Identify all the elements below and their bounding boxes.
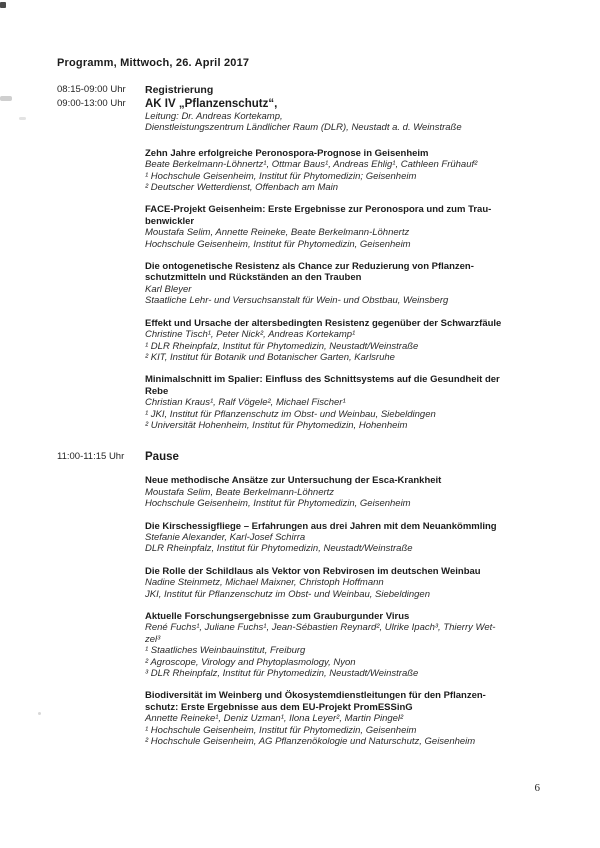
talk-item: [57, 611, 544, 679]
talk-title: Neue methodische Ansätze zur Untersuchung der Esca-Krankheit: [145, 475, 442, 487]
talk-affiliation: ¹ DLR Rheinpfalz, Institut für Phytomedizin, Neustadt/Weinstraße: [145, 340, 419, 352]
talk-affiliation: ² Hochschule Geisenheim, AG Pflanzenökologie und Naturschutz, Geisenheim: [145, 736, 476, 748]
talk-affiliation: ² KIT, Institut für Botanik und Botanischer Garten, Karlsruhe: [145, 351, 395, 363]
talk-authors: René Fuchs¹, Juliane Fuchs¹, Jean-Sébastien Reynard², Ulrike Ipach³, Thierry Wet-: [145, 622, 496, 634]
talk-item: [57, 374, 544, 431]
talk-title-line2: Rebe: [145, 385, 169, 397]
talk-affiliation: ¹ Hochschule Geisenheim, Institut für Phytomedizin; Geisenheim: [145, 170, 417, 182]
scan-artifact: [38, 712, 41, 715]
talk-affiliation: ² Agroscope, Virology and Phytoplasmology, Nyon: [145, 656, 356, 668]
talk-affiliation: Hochschule Geisenheim, Institut für Phytomedizin, Geisenheim: [145, 238, 411, 250]
session-leader-organization: Dienstleistungszentrum Ländlicher Raum (DLR), Neustadt a. d. Weinstraße: [145, 122, 462, 134]
session-leader: Leitung: Dr. Andreas Kortekamp,: [145, 111, 283, 122]
pause-label: Pause: [145, 451, 179, 464]
talk-title: Aktuelle Forschungsergebnisse zum Grauburgunder Virus: [145, 611, 410, 622]
time-range-registration: 08:15-09:00 Uhr: [57, 84, 126, 95]
talk-title-line2: schutzmitteln und Rückständen an den Trauben: [145, 272, 362, 284]
talk-item: [57, 566, 544, 600]
talk-affiliation: ¹ JKI, Institut für Pflanzenschutz im Obst- und Weinbau, Siebeldingen: [145, 408, 436, 420]
talk-affiliation: DLR Rheinpfalz, Institut für Phytomedizin, Neustadt/Weinstraße: [145, 543, 413, 555]
scan-artifact: [0, 2, 6, 8]
page-content: [57, 57, 544, 747]
time-column: [57, 83, 145, 111]
talk-authors: Annette Reineke¹, Deniz Uzman¹, Ilona Leyer², Martin Pingel²: [145, 713, 404, 725]
session-label-registration: Registrierung: [145, 84, 214, 96]
talk-title: Biodiversität im Weinberg und Ökosystemdienstleitungen für den Pflanzen-: [145, 690, 486, 702]
talk-authors: Karl Bleyer: [145, 283, 192, 295]
talk-affiliation: Hochschule Geisenheim, Institut für Phytomedizin, Geisenheim: [145, 498, 411, 510]
talk-title: Die Rolle der Schildlaus als Vektor von Rebvirosen im deutschen Weinbau: [145, 565, 481, 577]
talk-affiliation: ¹ Staatliches Weinbauinstitut, Freiburg: [145, 645, 306, 657]
talk-authors: Christian Kraus¹, Ralf Vögele², Michael Fischer¹: [145, 397, 346, 409]
talk-affiliation: Staatliche Lehr- und Versuchsanstalt für Wein- und Obstbau, Weinsberg: [145, 295, 449, 307]
talk-title: Die Kirschessigfliege – Erfahrungen aus drei Jahren mit dem Neuankömmling: [145, 520, 497, 532]
talk-affiliation: ³ DLR Rheinpfalz, Institut für Phytomedizin, Neustadt/Weinstraße: [145, 668, 419, 680]
page-number: 6: [534, 782, 540, 794]
talk-authors: Stefanie Alexander, Karl-Josef Schirra: [145, 531, 306, 543]
talk-affiliation: JKI, Institut für Pflanzenschutz im Obst- und Weinbau, Siebeldingen: [145, 588, 430, 600]
talk-authors: Moustafa Selim, Beate Berkelmann-Löhnertz: [145, 486, 335, 498]
talk-item: [57, 204, 544, 250]
talk-item: [57, 475, 544, 509]
talk-title: Zehn Jahre erfolgreiche Peronospora-Prognose in Geisenheim: [145, 147, 429, 159]
talk-item: [57, 261, 544, 307]
session-block: [57, 83, 544, 134]
talk-affiliation: ² Deutscher Wetterdienst, Offenbach am Main: [145, 182, 339, 194]
session-label-ak4: AK IV „Pflanzenschutz“,: [145, 98, 278, 110]
talk-title: FACE-Projekt Geisenheim: Erste Ergebnisse zur Peronospora und zum Trau-: [145, 204, 492, 216]
talk-affiliation: ² Universität Hohenheim, Institut für Phytomedizin, Hohenheim: [145, 419, 408, 431]
page-title: Programm, Mittwoch, 26. April 2017: [57, 57, 250, 69]
session-main: [145, 83, 544, 134]
talk-authors: Christine Tisch¹, Peter Nick², Andreas Kortekamp¹: [145, 329, 356, 341]
talk-title: Effekt und Ursache der altersbedingten Resistenz gegenüber der Schwarzfäule: [145, 317, 502, 329]
talk-item: [57, 318, 544, 364]
talk-item: [57, 148, 544, 194]
talk-authors: Moustafa Selim, Annette Reineke, Beate Berkelmann-Löhnertz: [145, 227, 410, 239]
time-range-pause: 11:00-11:15 Uhr: [57, 451, 125, 463]
talk-title: Die ontogenetische Resistenz als Chance zur Reduzierung von Pflanzen-: [145, 261, 474, 273]
talk-title-line2: schutz: Erste Ergebnisse aus dem EU-Projekt PromESSinG: [145, 701, 413, 713]
talk-item: [57, 690, 544, 747]
time-column: [57, 450, 145, 464]
talk-item: [57, 521, 544, 555]
talk-affiliation: ¹ Hochschule Geisenheim, Institut für Phytomedizin, Geisenheim: [145, 724, 417, 736]
talk-authors: Beate Berkelmann-Löhnertz¹, Ottmar Baus¹, Andreas Ehlig¹, Cathleen Frühauf²: [145, 159, 478, 171]
scan-artifact: [0, 96, 12, 101]
time-range-session: 09:00-13:00 Uhr: [57, 98, 126, 109]
pause-block: [57, 450, 544, 464]
talk-authors: Nadine Steinmetz, Michael Maixner, Christoph Hoffmann: [145, 577, 384, 589]
talk-authors-line2: zel³: [145, 633, 161, 645]
talk-title: Minimalschnitt im Spalier: Einfluss des Schnittsystems auf die Gesundheit der: [145, 374, 500, 386]
talk-title-line2: benwickler: [145, 215, 195, 227]
scan-artifact: [19, 117, 26, 120]
